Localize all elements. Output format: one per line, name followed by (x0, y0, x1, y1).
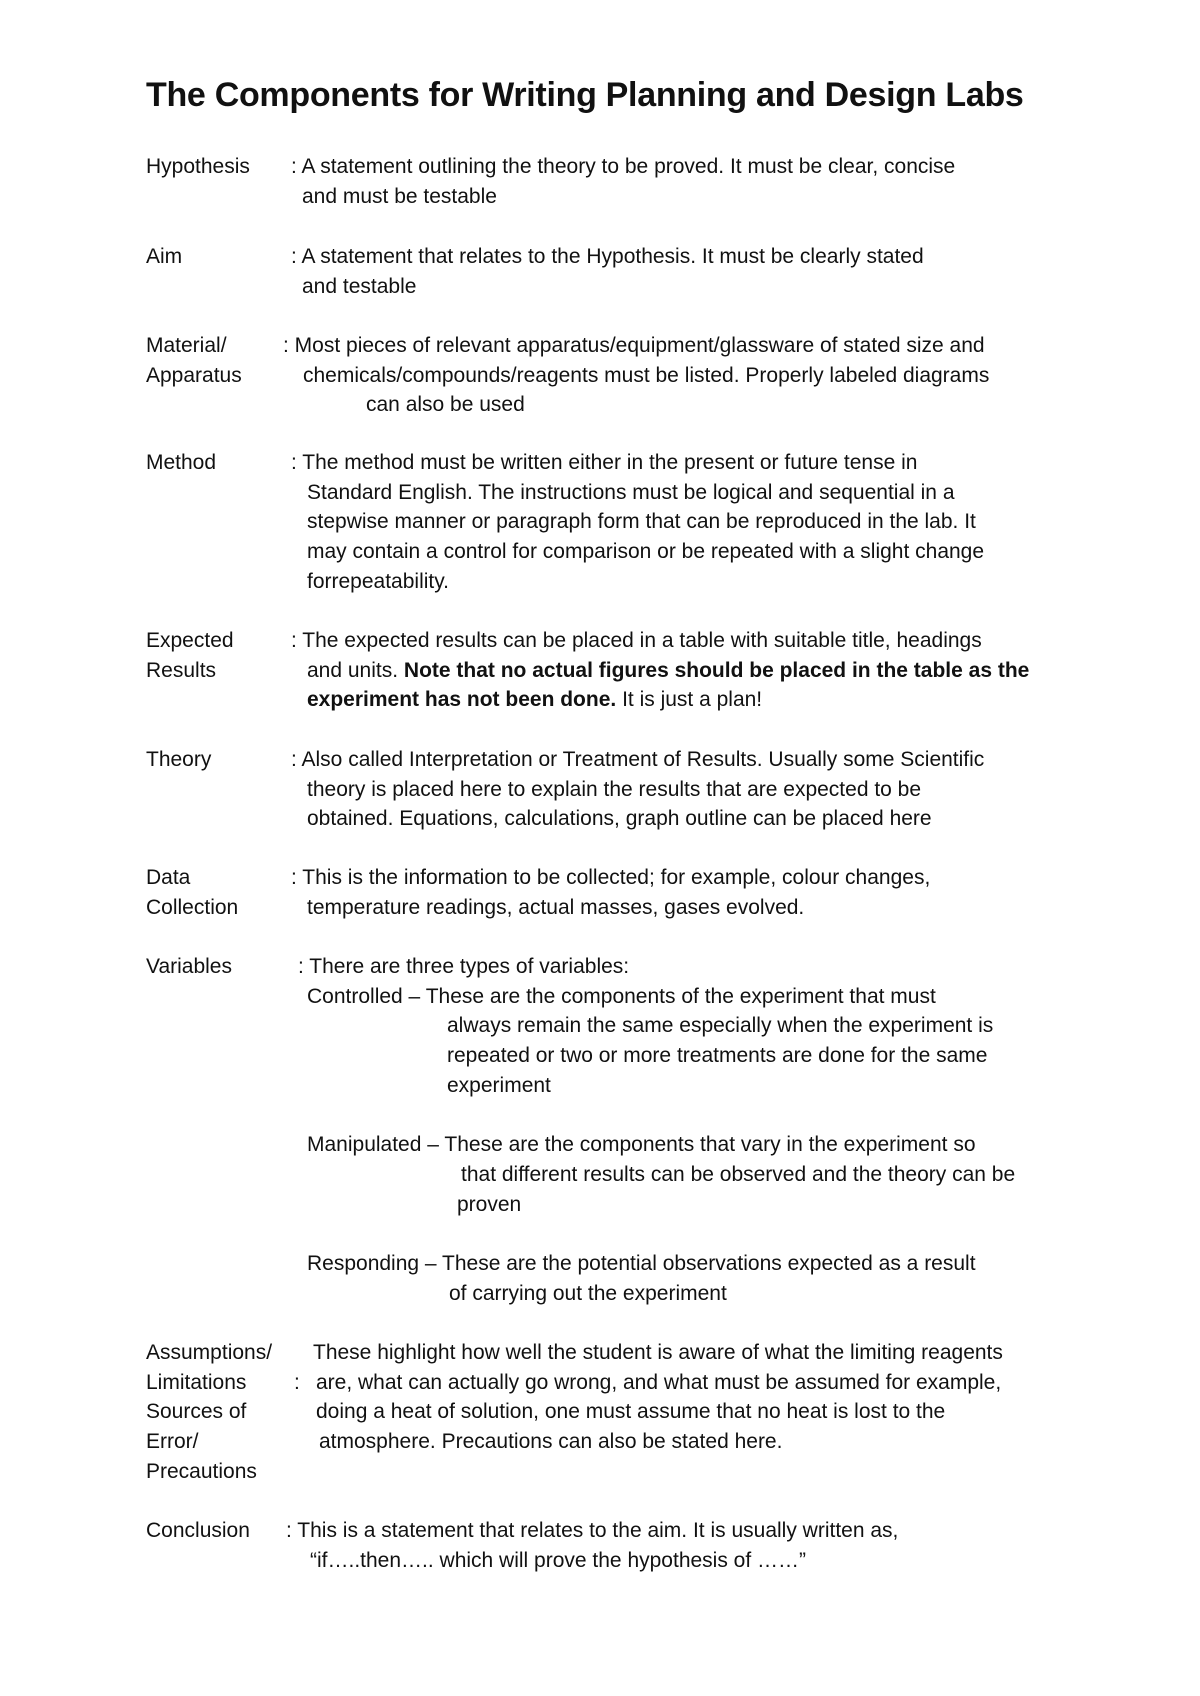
theory-text-line: obtained. Equations, calculations, graph outline can be placed here (307, 807, 932, 830)
method-text-line: stepwise manner or paragraph form that can be reproduced in the lab. It (307, 510, 976, 533)
theory-text-line: : Also called Interpretation or Treatment of Results. Usually some Scientific (291, 748, 985, 771)
material-text-line: : Most pieces of relevant apparatus/equipment/glassware of stated size and (283, 334, 985, 357)
controlled-variable-line: repeated or two or more treatments are done for the same (447, 1044, 988, 1067)
material-text-line: can also be used (366, 393, 525, 416)
page-title: The Components for Writing Planning and Design Labs (146, 76, 1024, 114)
expected-text-plain: It is just a plan! (616, 688, 763, 711)
controlled-variable-line: Controlled – These are the components of the experiment that must (307, 985, 936, 1008)
method-text-line: may contain a control for comparison or be repeated with a slight change (307, 540, 985, 563)
assumptions-label: Sources of (146, 1400, 247, 1423)
expected-text-line (307, 685, 762, 714)
assumptions-text-line: These highlight how well the student is aware of what the limiting reagents (313, 1341, 1003, 1364)
controlled-variable-line: experiment (447, 1074, 551, 1097)
theory-text-line: theory is placed here to explain the results that are expected to be (307, 778, 922, 801)
manipulated-variable-line: Manipulated – These are the components that vary in the experiment so (307, 1133, 976, 1156)
expected-text-line: : The expected results can be placed in a table with suitable title, headings (291, 629, 982, 652)
aim-text-line: and testable (302, 275, 417, 298)
variables-label: Variables (146, 955, 232, 978)
data-collection-label: Collection (146, 896, 239, 919)
expected-note-bold: Note that no actual figures should be placed in the table as the (403, 659, 1030, 682)
aim-text-line: : A statement that relates to the Hypothesis. It must be clearly stated (291, 245, 924, 268)
data-collection-label: Data (146, 866, 191, 889)
assumptions-text-line: are, what can actually go wrong, and what must be assumed for example, (316, 1371, 1002, 1394)
assumptions-label: Precautions (146, 1460, 257, 1483)
method-text-line: : The method must be written either in the present or future tense in (291, 451, 918, 474)
material-text-line: chemicals/compounds/reagents must be listed. Properly labeled diagrams (303, 364, 990, 387)
expected-text-plain: and units. (307, 659, 404, 682)
material-label: Material/ (146, 334, 227, 357)
method-text-line: Standard English. The instructions must be logical and sequential in a (307, 481, 955, 504)
conclusion-text-line: : This is a statement that relates to the aim. It is usually written as, (286, 1519, 899, 1542)
method-label: Method (146, 451, 217, 474)
expected-label: Results (146, 659, 217, 682)
expected-note-bold: experiment has not been done. (307, 688, 617, 711)
conclusion-label: Conclusion (146, 1519, 250, 1542)
expected-text-line (307, 656, 1029, 685)
aim-label: Aim (146, 245, 183, 268)
data-collection-text-line: temperature readings, actual masses, gases evolved. (307, 896, 805, 919)
hypothesis-label: Hypothesis (146, 155, 250, 178)
expected-label: Expected (146, 629, 234, 652)
assumptions-colon: : (294, 1371, 300, 1394)
assumptions-label: Limitations (146, 1371, 247, 1394)
conclusion-text-line: “if…..then….. which will prove the hypothesis of ……” (310, 1549, 807, 1572)
material-label: Apparatus (146, 364, 242, 387)
controlled-variable-line: always remain the same especially when the experiment is (447, 1014, 994, 1037)
assumptions-text-line: atmosphere. Precautions can also be stated here. (319, 1430, 783, 1453)
responding-variable-line: of carrying out the experiment (449, 1282, 727, 1305)
hypothesis-text-line: and must be testable (302, 185, 497, 208)
manipulated-variable-line: proven (457, 1193, 522, 1216)
responding-variable-line: Responding – These are the potential observations expected as a result (307, 1252, 976, 1275)
method-text-line: forrepeatability. (307, 570, 450, 593)
hypothesis-text-line: : A statement outlining the theory to be proved. It must be clear, concise (291, 155, 956, 178)
manipulated-variable-line: that different results can be observed and the theory can be (461, 1163, 1016, 1186)
data-collection-text-line: : This is the information to be collected; for example, colour changes, (291, 866, 931, 889)
variables-intro: : There are three types of variables: (298, 955, 630, 978)
theory-label: Theory (146, 748, 212, 771)
assumptions-text-line: doing a heat of solution, one must assume that no heat is lost to the (316, 1400, 946, 1423)
assumptions-label: Error/ (146, 1430, 199, 1453)
assumptions-label: Assumptions/ (146, 1341, 273, 1364)
